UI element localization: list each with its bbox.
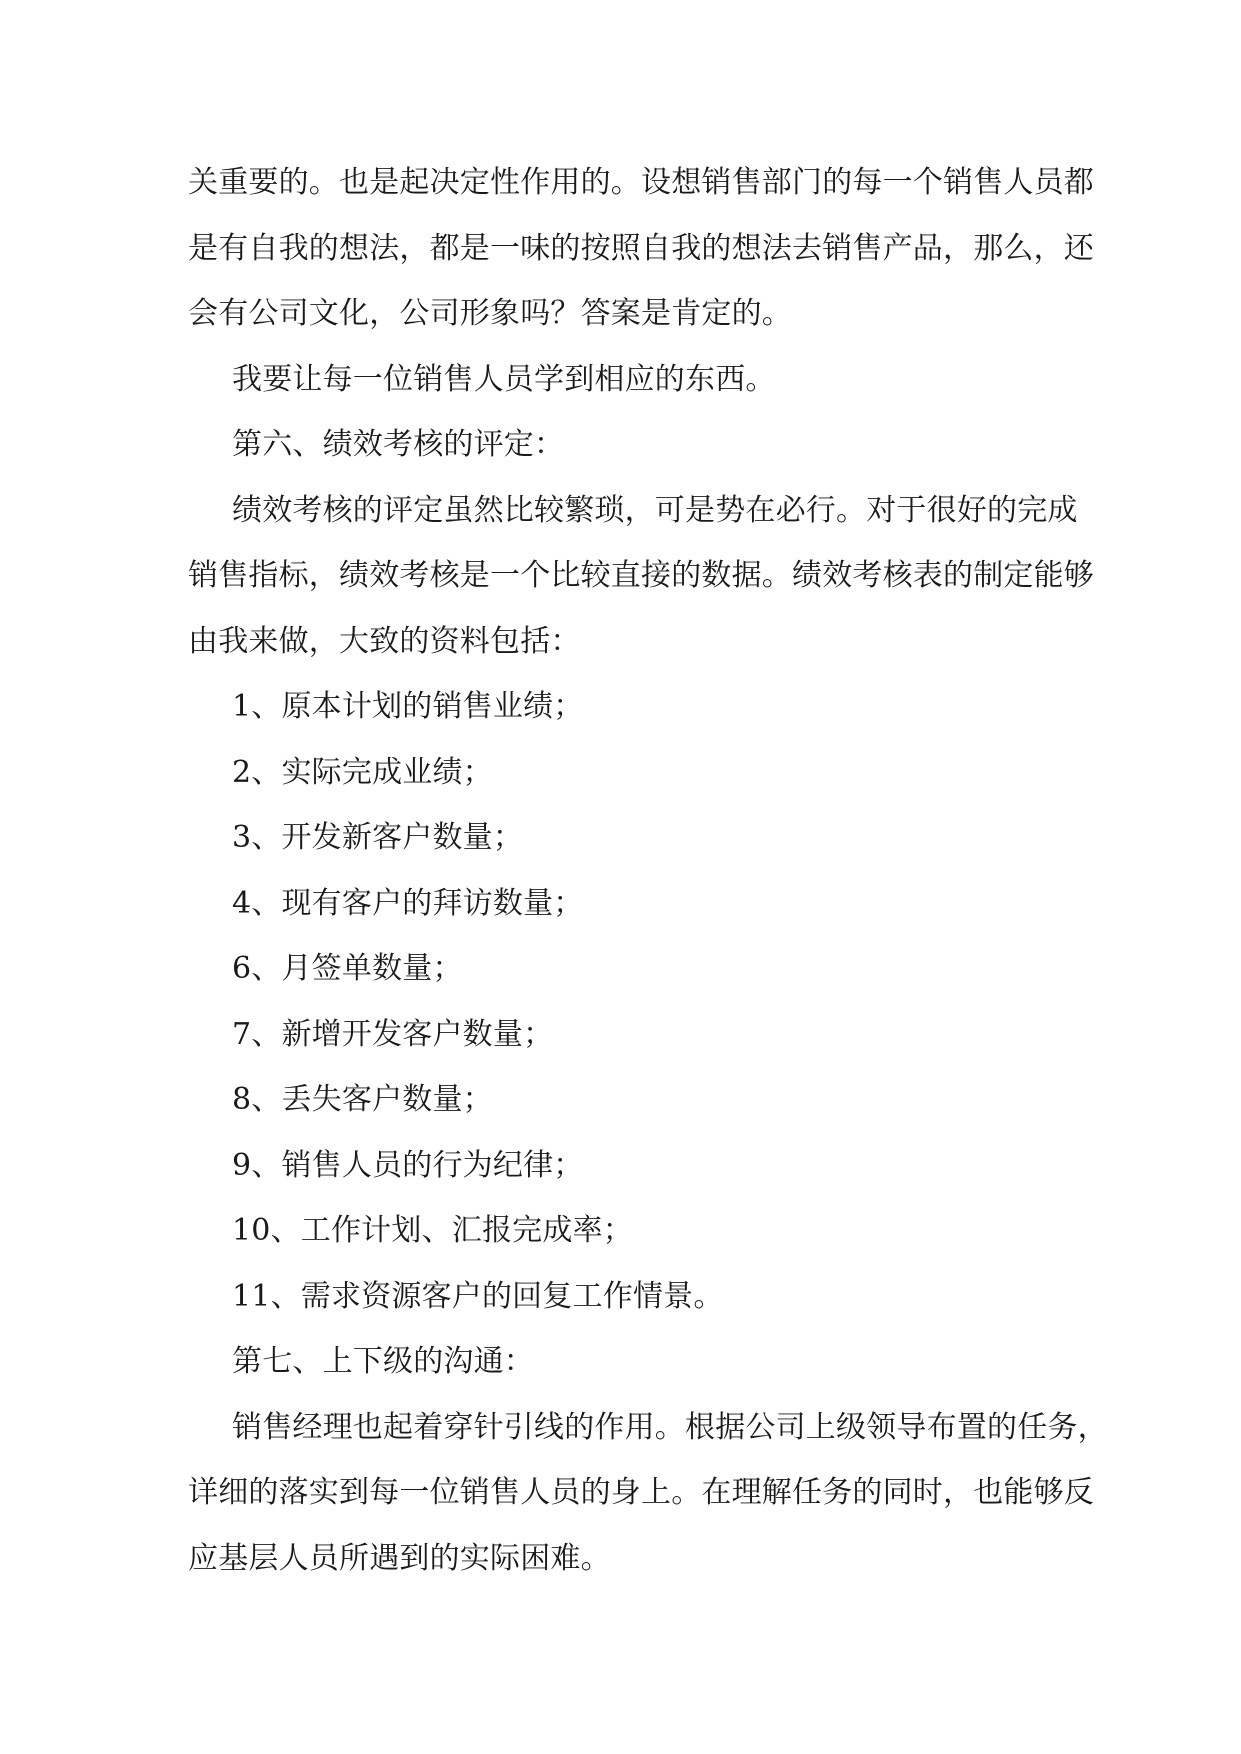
paragraph-line: 关重要的。也是起决定性作用的。设想销售部门的每一个销售人员都 xyxy=(188,165,1094,200)
list-item: 10、工作计划、汇报完成率； xyxy=(232,1213,633,1248)
list-item: 11、需求资源客户的回复工作情景。 xyxy=(232,1278,724,1314)
paragraph-line: 我要让每一位销售人员学到相应的东西。 xyxy=(232,361,776,397)
paragraph-line: 销售经理也起着穿针引线的作用。根据公司上级领导布置的任务， xyxy=(232,1409,1108,1445)
paragraph-line: 销售指标，绩效考核是一个比较直接的数据。绩效考核表的制定能够 xyxy=(188,558,1094,593)
paragraph-line: 详细的落实到每一位销售人员的身上。在理解任务的同时，也能够反 xyxy=(188,1475,1094,1510)
list-item: 2、实际完成业绩； xyxy=(232,754,493,790)
list-item: 4、现有客户的拜访数量； xyxy=(232,885,584,921)
paragraph-line: 是有自我的想法，都是一味的按照自我的想法去销售产品，那么，还 xyxy=(188,230,1094,266)
paragraph-line: 由我来做，大致的资料包括： xyxy=(188,623,581,659)
section-heading: 第七、上下级的沟通： xyxy=(232,1344,534,1379)
list-item: 3、开发新客户数量； xyxy=(232,820,524,855)
paragraph-line: 应基层人员所遇到的实际困难。 xyxy=(188,1540,611,1576)
paragraph-line: 绩效考核的评定虽然比较繁琐，可是势在必行。对于很好的完成 xyxy=(232,492,1078,528)
paragraph-line: 会有公司文化，公司形象吗？答案是肯定的。 xyxy=(188,296,792,331)
list-item: 9、销售人员的行为纪律； xyxy=(232,1147,584,1183)
list-item: 8、丢失客户数量； xyxy=(232,1082,493,1117)
list-item: 1、原本计划的销售业绩； xyxy=(232,689,584,724)
section-heading: 第六、绩效考核的评定： xyxy=(232,427,565,462)
document-body xyxy=(188,150,1108,1591)
list-item: 7、新增开发客户数量； xyxy=(232,1016,554,1052)
list-item: 6、月签单数量； xyxy=(232,951,463,986)
